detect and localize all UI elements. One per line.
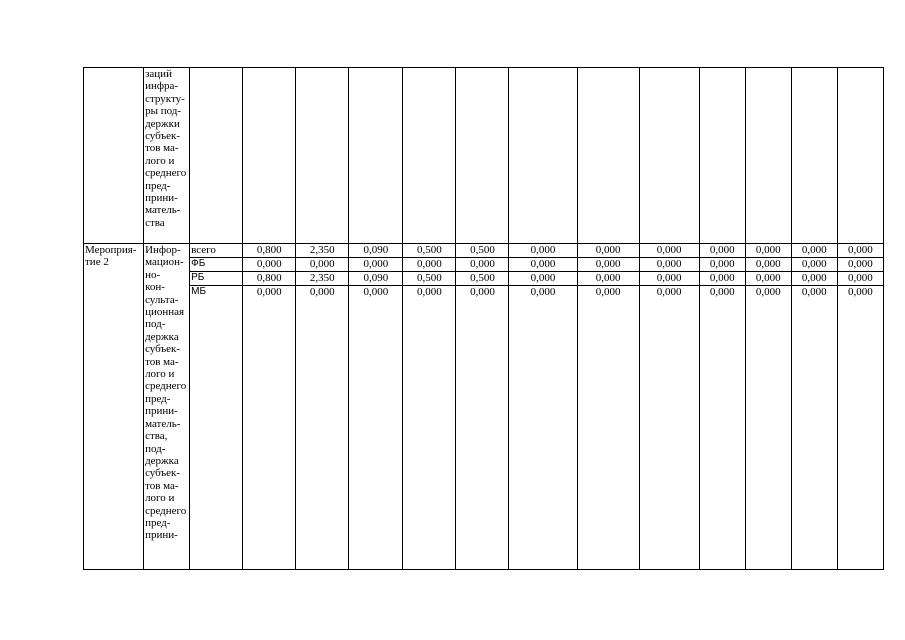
value-cell: 0,000 (745, 286, 791, 570)
funding-type: ФБ (190, 258, 243, 272)
funding-type: МБ (190, 286, 243, 570)
value-cell: 0,000 (745, 272, 791, 286)
value-cell: 0,000 (837, 272, 883, 286)
value-cell: 0,000 (456, 258, 509, 272)
empty-label-cell (84, 68, 144, 244)
budget-table (83, 67, 884, 570)
value-cell: 0,000 (403, 258, 456, 272)
value-cell: 0,090 (349, 272, 403, 286)
value-cell: 2,350 (296, 244, 349, 258)
value-cell: 0,000 (243, 286, 296, 570)
continued-row (84, 68, 884, 244)
value-cell: 0,000 (699, 244, 745, 258)
empty-cell (190, 68, 243, 244)
value-cell: 0,000 (837, 244, 883, 258)
value-cell: 0,000 (509, 286, 577, 570)
value-cell: 0,000 (745, 244, 791, 258)
value-cell: 0,000 (699, 272, 745, 286)
funding-row-mb (84, 286, 884, 570)
funding-row-rb (84, 272, 884, 286)
value-cell: 0,000 (745, 258, 791, 272)
value-cell: 0,000 (791, 244, 837, 258)
value-cell: 0,000 (699, 258, 745, 272)
value-cell: 0,000 (296, 258, 349, 272)
value-cell: 0,000 (577, 286, 639, 570)
value-cell: 0,090 (349, 244, 403, 258)
value-cell: 0,000 (296, 286, 349, 570)
value-cell: 0,000 (577, 258, 639, 272)
measure-name-continued: заций инфра- структу- ры под- держки субъек- тов ма- лого и среднего пред- прини- матель- ства (144, 68, 190, 244)
value-cell: 0,000 (639, 286, 699, 570)
value-cell: 0,800 (243, 244, 296, 258)
value-cell: 0,000 (403, 286, 456, 570)
value-cell: 0,000 (791, 258, 837, 272)
value-cell: 0,000 (577, 272, 639, 286)
funding-row-fb (84, 258, 884, 272)
value-cell: 0,500 (403, 244, 456, 258)
value-cell: 0,500 (403, 272, 456, 286)
value-cell: 0,500 (456, 272, 509, 286)
value-cell: 0,000 (509, 272, 577, 286)
value-cell: 0,000 (791, 272, 837, 286)
value-cell: 0,000 (509, 258, 577, 272)
value-cell: 0,000 (639, 272, 699, 286)
value-cell: 0,000 (349, 258, 403, 272)
value-cell: 0,000 (837, 286, 883, 570)
value-cell: 0,000 (509, 244, 577, 258)
funding-type: всего (190, 244, 243, 258)
measure-label: Мероприя- тие 2 (84, 244, 144, 570)
value-cell: 0,000 (791, 286, 837, 570)
value-cell: 0,500 (456, 244, 509, 258)
value-cell: 0,000 (837, 258, 883, 272)
value-cell: 0,000 (577, 244, 639, 258)
value-cell: 0,800 (243, 272, 296, 286)
measure-name: Инфор- мацион- но- кон- сульта- ционная под- держка субъек- тов ма- лого и среднего пред- прини- матель- ства, под- держка субъек- тов ма- лого и среднего пред- прини- (144, 244, 190, 570)
value-cell: 0,000 (699, 286, 745, 570)
funding-type: РБ (190, 272, 243, 286)
value-cell: 0,000 (456, 286, 509, 570)
value-cell: 0,000 (349, 286, 403, 570)
value-cell: 0,000 (639, 244, 699, 258)
value-cell: 0,000 (243, 258, 296, 272)
value-cell: 0,000 (639, 258, 699, 272)
value-cell: 2,350 (296, 272, 349, 286)
funding-row-total (84, 244, 884, 258)
